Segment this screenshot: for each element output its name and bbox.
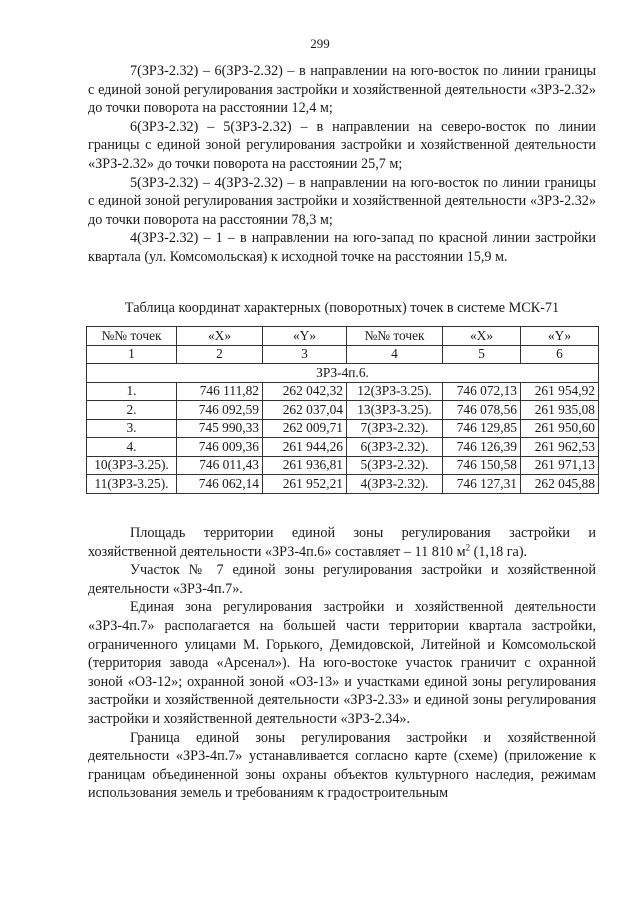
- table-header-row: [87, 327, 599, 346]
- y-coordinate-cell: 262 037,04: [263, 401, 347, 420]
- column-number-cell: 6: [521, 345, 599, 364]
- x-coordinate-cell: 746 092,59: [177, 401, 263, 420]
- point-id-cell: 10(ЗРЗ-3.25).: [87, 456, 177, 475]
- area-text: Площадь территории единой зоны регулирования застройки и хозяйственной деятельности «ЗРЗ-4п.6» составляет – 11 810 м: [88, 525, 596, 560]
- y-coordinate-cell: 261 944,26: [263, 438, 347, 457]
- column-number-row: [87, 345, 599, 364]
- zone-label-row: [87, 364, 599, 383]
- table-row: [87, 438, 599, 457]
- y-coordinate-cell: 261 954,92: [521, 382, 599, 401]
- y-coordinate-cell: 261 962,53: [521, 438, 599, 457]
- paragraph: 6(ЗРЗ-2.32) – 5(ЗРЗ-2.32) – в направлении на северо-восток по линии границы с единой зоной регулирования застройки и хозяйственной деятельности «ЗРЗ-2.32» до точки поворота на расстоянии 25,7 м;: [88, 118, 596, 172]
- point-id-cell: 11(ЗРЗ-3.25).: [87, 475, 177, 494]
- x-coordinate-cell: 746 009,36: [177, 438, 263, 457]
- y-coordinate-cell: 262 045,88: [521, 475, 599, 494]
- x-coordinate-cell: 746 126,39: [443, 438, 521, 457]
- boundary-description-block: [88, 62, 596, 267]
- header-cell: №№ точек: [347, 327, 443, 346]
- paragraph: Единая зона регулирования застройки и хозяйственной деятельности «ЗРЗ-4п.7» располагается на большей части территории квартала застройки, ограниченного улицами М. Горького, Демидовской, Литейной и Комсомольской (территория завода «Арсенал»). На юго-востоке участок граничит с охранной зоной «ОЗ-12»; охранной зоной «ОЗ-13» и участками единой зоны регулирования застройки и хозяйственной деятельности «ЗРЗ-2.33» и единой зоны регулирования застройки и хозяйственной деятельности «ЗРЗ-2.34».: [88, 599, 596, 727]
- point-id-cell: 6(ЗРЗ-2.32).: [347, 438, 443, 457]
- header-cell: «X»: [443, 327, 521, 346]
- y-coordinate-cell: 262 042,32: [263, 382, 347, 401]
- table-row: [87, 475, 599, 494]
- x-coordinate-cell: 746 062,14: [177, 475, 263, 494]
- column-number-cell: 3: [263, 345, 347, 364]
- header-cell: №№ точек: [87, 327, 177, 346]
- x-coordinate-cell: 746 127,31: [443, 475, 521, 494]
- paragraph: 4(ЗРЗ-2.32) – 1 – в направлении на юго-запад по красной линии застройки квартала (ул. Комсомольская) к исходной точке на расстоянии 15,9 м.: [88, 230, 596, 265]
- point-id-cell: 4(ЗРЗ-2.32).: [347, 475, 443, 494]
- paragraph: 5(ЗРЗ-2.32) – 4(ЗРЗ-2.32) – в направлении на юго-восток по линии границы с единой зоной регулирования застройки и хозяйственной деятельности «ЗРЗ-2.32» до точки поворота на расстоянии 78,3 м;: [88, 174, 596, 228]
- column-number-cell: 2: [177, 345, 263, 364]
- y-coordinate-cell: 261 952,21: [263, 475, 347, 494]
- header-cell: «Y»: [521, 327, 599, 346]
- y-coordinate-cell: 261 950,60: [521, 419, 599, 438]
- point-id-cell: 4.: [87, 438, 177, 457]
- point-id-cell: 7(ЗРЗ-2.32).: [347, 419, 443, 438]
- point-id-cell: 1.: [87, 382, 177, 401]
- area-text-end: (1,18 га).: [470, 543, 528, 560]
- table-row: [87, 419, 599, 438]
- x-coordinate-cell: 746 150,58: [443, 456, 521, 475]
- area-unit-superscript: 2: [465, 541, 471, 552]
- x-coordinate-cell: 746 011,43: [177, 456, 263, 475]
- table-row: [87, 456, 599, 475]
- point-id-cell: 2.: [87, 401, 177, 420]
- point-id-cell: 5(ЗРЗ-2.32).: [347, 456, 443, 475]
- paragraph: Граница единой зоны регулирования застройки и хозяйственной деятельности «ЗРЗ-4п.7» устанавливается согласно карте (схеме) (приложение к границам объединенной зоны охраны объектов культурного наследия, режимам использования земель и требованиям к градостроительным: [88, 729, 596, 802]
- paragraph: 7(ЗРЗ-2.32) – 6(ЗРЗ-2.32) – в направлении на юго-восток по линии границы с единой зоной регулирования застройки и хозяйственной деятельности «ЗРЗ-2.32» до точки поворота на расстоянии 12,4 м;: [88, 63, 596, 117]
- zone-description-block: [88, 524, 596, 803]
- point-id-cell: 13(ЗРЗ-3.25).: [347, 401, 443, 420]
- x-coordinate-cell: 746 072,13: [443, 382, 521, 401]
- paragraph: Участок № 7 единой зоны регулирования застройки и хозяйственной деятельности «ЗРЗ-4п.7».: [88, 562, 596, 597]
- area-paragraph: [88, 524, 596, 561]
- column-number-cell: 1: [87, 345, 177, 364]
- coordinates-table: [86, 326, 599, 494]
- page-number: 299: [310, 36, 330, 51]
- y-coordinate-cell: 261 935,08: [521, 401, 599, 420]
- table-row: [87, 382, 599, 401]
- y-coordinate-cell: 261 936,81: [263, 456, 347, 475]
- header-cell: «X»: [177, 327, 263, 346]
- y-coordinate-cell: 262 009,71: [263, 419, 347, 438]
- point-id-cell: 3.: [87, 419, 177, 438]
- x-coordinate-cell: 745 990,33: [177, 419, 263, 438]
- zone-label-cell: ЗРЗ-4п.6.: [87, 364, 599, 383]
- column-number-cell: 5: [443, 345, 521, 364]
- point-id-cell: 12(ЗРЗ-3.25).: [347, 382, 443, 401]
- x-coordinate-cell: 746 129,85: [443, 419, 521, 438]
- table-row: [87, 401, 599, 420]
- x-coordinate-cell: 746 078,56: [443, 401, 521, 420]
- x-coordinate-cell: 746 111,82: [177, 382, 263, 401]
- column-number-cell: 4: [347, 345, 443, 364]
- table-caption: Таблица координат характерных (поворотных) точек в системе МСК-71: [124, 300, 560, 316]
- y-coordinate-cell: 261 971,13: [521, 456, 599, 475]
- header-cell: «Y»: [263, 327, 347, 346]
